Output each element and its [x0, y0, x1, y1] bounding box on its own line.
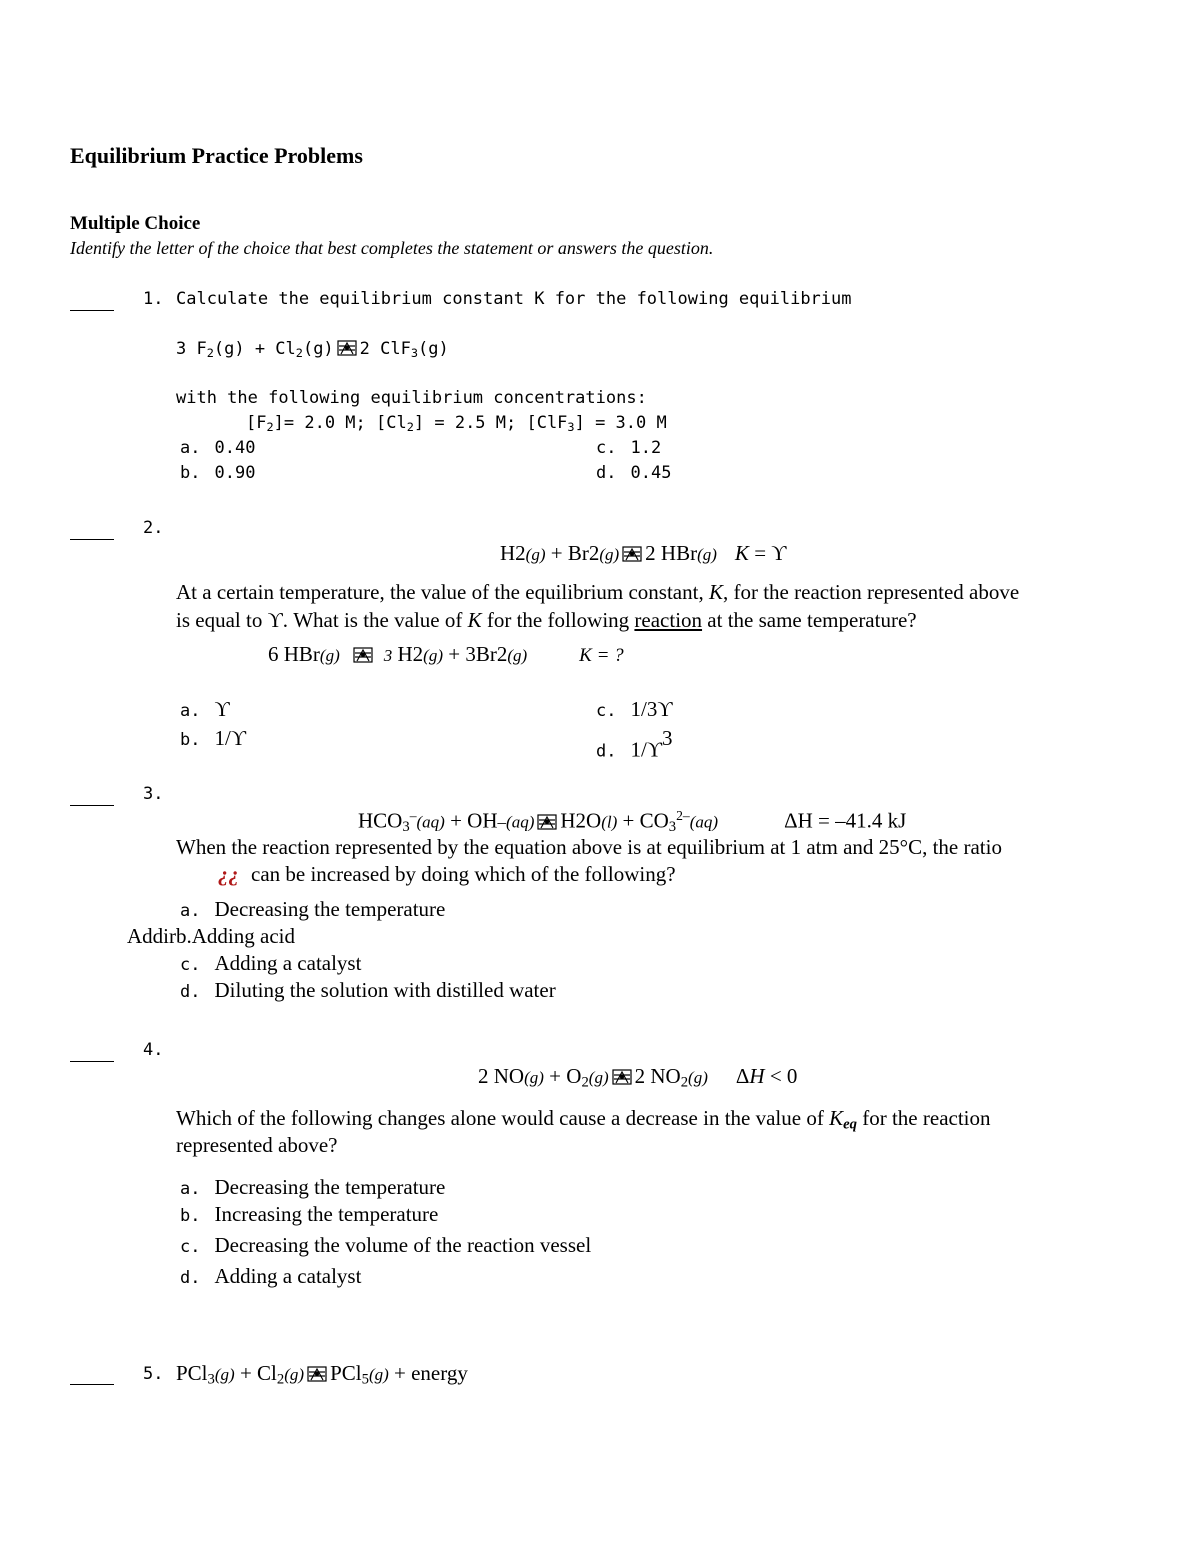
question-4-prompt-line1: Which of the following changes alone would cause a decrease in the value of $K_{eq}$ for the reaction [176, 1106, 991, 1133]
choice-1b[interactable]: b. 0.90 [180, 463, 256, 483]
choice-1c[interactable]: c. 1.2 [596, 438, 662, 458]
question-3-equation: $HCO_3^-(aq) + OH-(aq) H2O(l) + CO_3^{2-}(aq) \Delta H = -41.4$ kJ [358, 808, 907, 836]
answer-blank-3[interactable] [70, 805, 114, 806]
choice-3b[interactable]: Addirb.Adding acid [127, 924, 295, 948]
question-2-prompt-line2: is equal to ϒ. What is the value of K for the following reaction at the same temperature? [176, 608, 917, 632]
question-3-prompt-line2: ¿¿ can be increased by doing which of the following? [218, 862, 676, 886]
choice-4b[interactable]: b. Increasing the temperature [180, 1202, 439, 1226]
equilibrium-arrow-icon [337, 340, 357, 356]
question-number-5: 5. [143, 1364, 164, 1384]
question-1-note: with the following equilibrium concentrations: [176, 388, 647, 408]
question-2-equation: H2(g) + Br2(g) 2 HBr(g) K = ϒ [500, 541, 787, 565]
question-4-prompt-line2: represented above? [176, 1133, 338, 1157]
choice-1a[interactable]: a. 0.40 [180, 438, 256, 458]
question-2-reverse-equation: 6 HBr(g) 3 H2(g) + 3Br2(g) K = ? [268, 642, 624, 666]
question-5-equation: $PCl_3(g) + Cl_2(g) PCl_5(g)$ + energy [176, 1361, 468, 1388]
section-instructions: Identify the letter of the choice that best completes the statement or answers the question. [70, 238, 714, 258]
choice-4d[interactable]: d. Adding a catalyst [180, 1264, 362, 1288]
choice-1d[interactable]: d. 0.45 [596, 463, 672, 483]
equilibrium-arrow-icon [307, 1366, 327, 1382]
question-number-2: 2. [143, 518, 164, 538]
equilibrium-arrow-icon [612, 1069, 632, 1085]
answer-blank-4[interactable] [70, 1061, 114, 1062]
equilibrium-arrow-icon [537, 814, 557, 830]
question-4-equation: 2 $NO(g) + O_2(g)$ 2 $NO_2(g) \Delta H < 0$ [478, 1064, 798, 1091]
question-1-concentrations: $[F_2]= 2.0$ M; $[Cl_2] = 2.5$ M; [ClF$_3$] = 3.0 M [246, 413, 667, 434]
answer-blank-5[interactable] [70, 1384, 114, 1385]
equilibrium-arrow-icon [622, 546, 642, 562]
answer-blank-1[interactable] [70, 310, 114, 311]
question-1-prompt: Calculate the equilibrium constant K for the following equilibrium [176, 289, 852, 309]
question-number-3: 3. [143, 784, 164, 804]
question-number-1: 1. [143, 289, 164, 309]
page-title: Equilibrium Practice Problems [70, 143, 363, 168]
choice-2b[interactable]: b. 1/ϒ [180, 726, 246, 750]
question-1-equation: 3 $F_2(g) + Cl_2(g)$ 2 ClF$_3$(g) [176, 339, 449, 360]
choice-4a[interactable]: a. Decreasing the temperature [180, 1175, 446, 1199]
question-3-prompt-line1: When the reaction represented by the equation above is at equilibrium at 1 atm and 25°C, the ratio [176, 835, 1002, 859]
choice-3c[interactable]: c. Adding a catalyst [180, 951, 362, 975]
choice-2a[interactable]: a. ϒ [180, 697, 230, 721]
equilibrium-arrow-icon [353, 647, 373, 663]
question-2-prompt-line1: At a certain temperature, the value of the equilibrium constant, K, for the reaction represented above [176, 580, 1020, 604]
question-number-4: 4. [143, 1040, 164, 1060]
choice-2d[interactable]: d. $1/ϒ^3$ [596, 726, 673, 762]
choice-3a[interactable]: a. Decreasing the temperature [180, 897, 446, 921]
section-heading: Multiple Choice [70, 213, 201, 234]
choice-3d[interactable]: d. Diluting the solution with distilled water [180, 978, 556, 1002]
choice-2c[interactable]: c. 1/3ϒ [596, 697, 673, 721]
answer-blank-2[interactable] [70, 539, 114, 540]
choice-4c[interactable]: c. Decreasing the volume of the reaction vessel [180, 1233, 592, 1257]
